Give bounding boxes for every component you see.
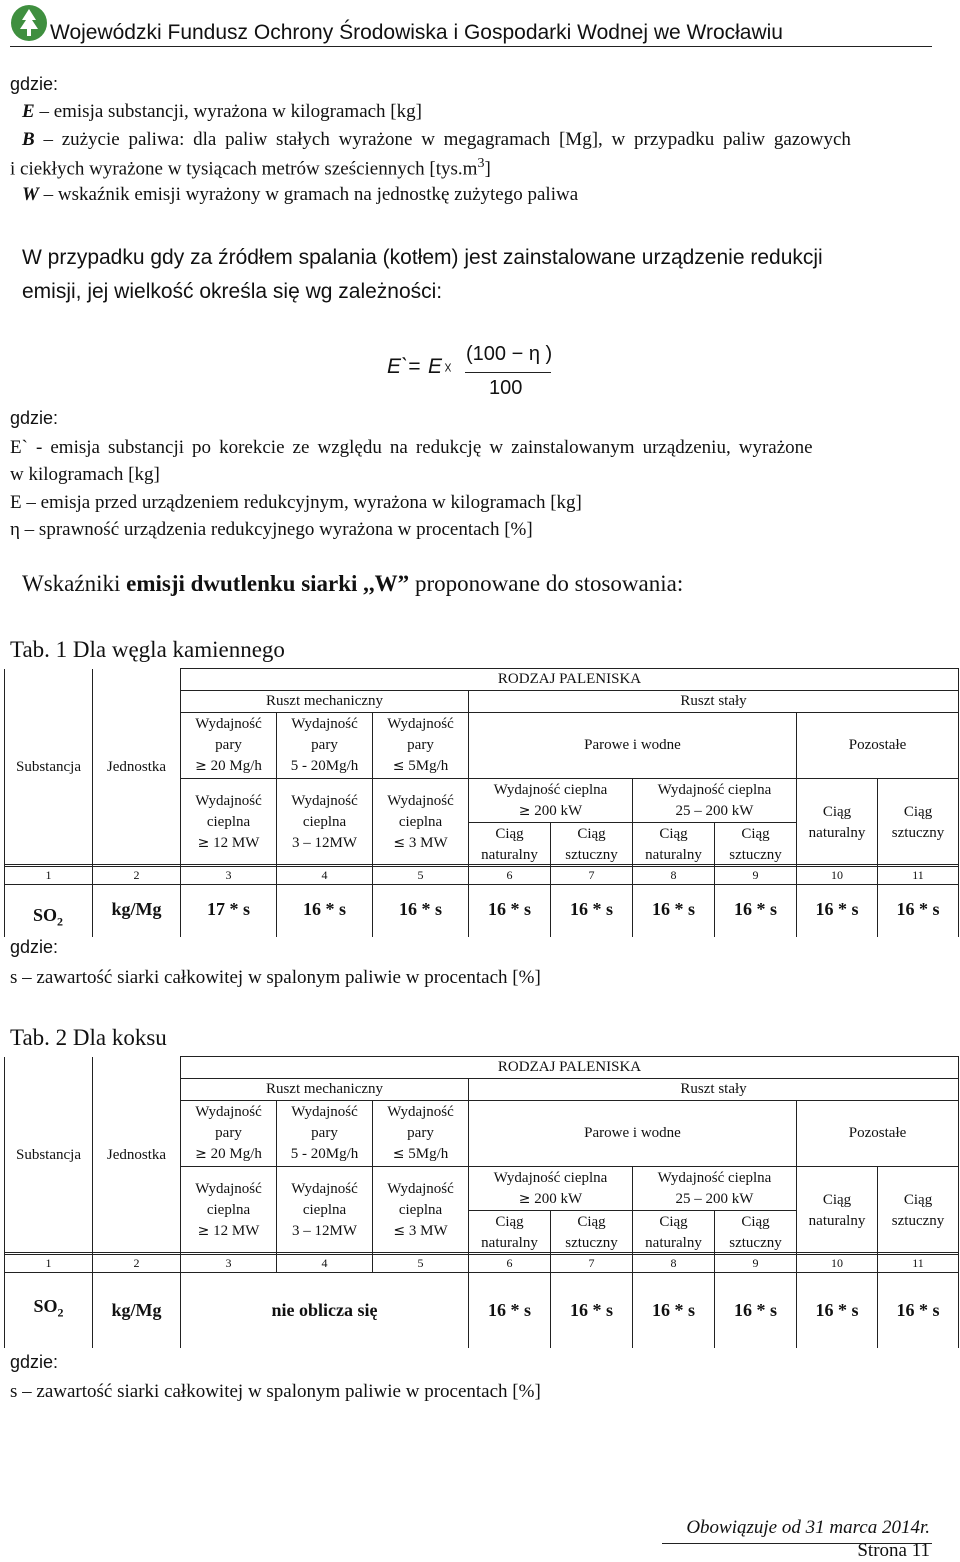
- def-b: B – zużycie paliwa: dla paliw stałych wyrażone w megagramach [Mg], w przypadku paliw gazowych: [22, 129, 851, 150]
- col-num: 10: [797, 1253, 878, 1273]
- tab2-table: [4, 1056, 959, 1255]
- tab1-value: 16 * s: [469, 885, 551, 937]
- tab1-caption: Tab. 1 Dla węgla kamiennego: [10, 637, 285, 662]
- tab1-value: 16 * s: [551, 885, 633, 937]
- col-num: 5: [373, 1253, 469, 1273]
- col-num: 6: [469, 1253, 551, 1273]
- def-e: E – emisja substancji, wyrażona w kilogramach [kg]: [22, 101, 422, 122]
- ruszt-mechaniczny: Ruszt mechaniczny: [181, 691, 469, 713]
- ciag-naturalny-poz: Ciąg naturalny: [797, 1167, 878, 1255]
- wyd-cieplna-25-200: Wydajność cieplna 25 – 200 kW: [633, 1167, 797, 1211]
- ciag-naturalny-1: Ciąg naturalny: [469, 823, 551, 867]
- wyd-cieplna-3: Wydajność cieplna ≤ 3 MW: [373, 779, 469, 867]
- tab2-substance: $SO_2$: [5, 1273, 93, 1348]
- tab2-value: 16 * s: [633, 1273, 715, 1348]
- col-num: 8: [633, 1253, 715, 1273]
- tab1-body: [4, 864, 959, 937]
- parowe-i-wodne: Parowe i wodne: [469, 713, 797, 779]
- ciag-sztuczny-poz: Ciąg sztuczny: [878, 779, 959, 867]
- rodzaj-paleniska: RODZAJ PALENISKA: [181, 669, 959, 691]
- wyd-pary-5: Wydajność pary ≤ 5Mg/h: [373, 1101, 469, 1167]
- col-num: 8: [633, 865, 715, 885]
- tab2-gdzie: gdzie:: [10, 1352, 59, 1372]
- ciag-naturalny-2: Ciąg naturalny: [633, 823, 715, 867]
- tab2-body: [4, 1252, 959, 1348]
- footer-page-number: Strona 11: [857, 1540, 930, 1561]
- col-num: 1: [5, 865, 93, 885]
- col-jednostka: Jednostka: [93, 1057, 181, 1255]
- def2-line-2: w kilogramach [kg]: [10, 464, 160, 485]
- wfosigw-tree-logo: [10, 4, 48, 44]
- def-w: W – wskaźnik emisji wyrażony w gramach na jednostkę zużytego paliwa: [22, 184, 579, 205]
- wyd-cieplna-12: Wydajność cieplna ≥ 12 MW: [181, 1167, 277, 1255]
- tab1-value: 16 * s: [715, 885, 797, 937]
- tab1-value: 16 * s: [633, 885, 715, 937]
- wyd-pary-20: Wydajność pary ≥ 20 Mg/h: [181, 1101, 277, 1167]
- tab2-value: 16 * s: [551, 1273, 633, 1348]
- ruszt-staly: Ruszt stały: [469, 1079, 959, 1101]
- tab1-value: 17 * s: [181, 885, 277, 937]
- tab2-value: 16 * s: [797, 1273, 878, 1348]
- ciag-sztuczny-1: Ciąg sztuczny: [551, 1211, 633, 1255]
- tab1-unit: kg/Mg: [93, 885, 181, 937]
- ciag-naturalny-2: Ciąg naturalny: [633, 1211, 715, 1255]
- tab1-substance: $SO_2$: [5, 885, 93, 937]
- tab1-value: 16 * s: [797, 885, 878, 937]
- wyd-pary-5-20: Wydajność pary 5 - 20Mg/h: [277, 713, 373, 779]
- col-num: 1: [5, 1253, 93, 1273]
- col-substancja: Substancja: [5, 1057, 93, 1255]
- col-num: 3: [181, 1253, 277, 1273]
- tab1-value: 16 * s: [373, 885, 469, 937]
- col-num: 11: [878, 1253, 959, 1273]
- def-b-cont: i ciekłych wyrażone w tysiącach metrów sześciennych $[tys.m^3]$: [10, 156, 491, 180]
- col-num: 10: [797, 865, 878, 885]
- wyd-pary-5: Wydajność pary ≤ 5Mg/h: [373, 713, 469, 779]
- gdzie-label-1: gdzie:: [10, 74, 59, 94]
- col-num: 9: [715, 865, 797, 885]
- section-heading: Wskaźniki emisji dwutlenku siarki ,,W” proponowane do stosowania:: [22, 571, 684, 596]
- col-substancja: Substancja: [5, 669, 93, 867]
- para-line-1: W przypadku gdy za źródłem spalania (kotłem) jest zainstalowane urządzenie redukcji: [22, 246, 823, 269]
- para-line-2: emisji, jej wielkość określa się wg zależności:: [22, 280, 443, 303]
- wyd-cieplna-25-200: Wydajność cieplna 25 – 200 kW: [633, 779, 797, 823]
- def2-line-1: E` - emisja substancji po korekcie ze względu na redukcję w zainstalowanym urządzeniu, wyrażone: [10, 437, 813, 458]
- tab2-value: 16 * s: [469, 1273, 551, 1348]
- col-jednostka: Jednostka: [93, 669, 181, 867]
- col-num: 3: [181, 865, 277, 885]
- pozostale: Pozostałe: [797, 713, 959, 779]
- formula-denominator: 100: [489, 377, 523, 399]
- tab2-value: 16 * s: [715, 1273, 797, 1348]
- tab1-note: s – zawartość siarki całkowitej w spalonym paliwie w procentach [%]: [10, 967, 541, 988]
- footer-valid-from: Obowiązuje od 31 marca 2014r.: [686, 1517, 930, 1538]
- col-num: 4: [277, 865, 373, 885]
- col-num: 6: [469, 865, 551, 885]
- col-num: 2: [93, 1253, 181, 1273]
- ciag-sztuczny-2: Ciąg sztuczny: [715, 823, 797, 867]
- wyd-cieplna-200: Wydajność cieplna ≥ 200 kW: [469, 779, 633, 823]
- formula-e: E: [428, 355, 443, 378]
- tab2-nie-oblicza: nie oblicza się: [181, 1273, 469, 1348]
- header-rule: [10, 46, 932, 47]
- col-num: 2: [93, 865, 181, 885]
- tab2-value: 16 * s: [878, 1273, 959, 1348]
- header-org-name: Wojewódzki Fundusz Ochrony Środowiska i Gospodarki Wodnej we Wrocławiu: [50, 21, 783, 44]
- ruszt-mechaniczny: Ruszt mechaniczny: [181, 1079, 469, 1101]
- tab2-unit: kg/Mg: [93, 1273, 181, 1348]
- ciag-naturalny-poz: Ciąg naturalny: [797, 779, 878, 867]
- ciag-naturalny-1: Ciąg naturalny: [469, 1211, 551, 1255]
- formula-lhs: E`=: [387, 355, 421, 378]
- wyd-pary-5-20: Wydajność pary 5 - 20Mg/h: [277, 1101, 373, 1167]
- formula-times: ☓: [444, 359, 452, 377]
- tab1-gdzie: gdzie:: [10, 937, 59, 957]
- wyd-cieplna-3-12: Wydajność cieplna 3 – 12MW: [277, 1167, 373, 1255]
- col-num: 4: [277, 1253, 373, 1273]
- tab2-note: s – zawartość siarki całkowitej w spalonym paliwie w procentach [%]: [10, 1381, 541, 1402]
- col-num: 5: [373, 865, 469, 885]
- col-num: 7: [551, 865, 633, 885]
- ruszt-staly: Ruszt stały: [469, 691, 959, 713]
- formula-numerator: (100 − η ): [466, 343, 553, 365]
- col-num: 7: [551, 1253, 633, 1273]
- ciag-sztuczny-2: Ciąg sztuczny: [715, 1211, 797, 1255]
- ciag-sztuczny-poz: Ciąg sztuczny: [878, 1167, 959, 1255]
- tab1-table: [4, 668, 959, 867]
- ciag-sztuczny-1: Ciąg sztuczny: [551, 823, 633, 867]
- formula-fraction-bar: [465, 372, 551, 373]
- parowe-i-wodne: Parowe i wodne: [469, 1101, 797, 1167]
- tab1-value: 16 * s: [277, 885, 373, 937]
- wyd-pary-20: Wydajność pary ≥ 20 Mg/h: [181, 713, 277, 779]
- def2-line-4: η – sprawność urządzenia redukcyjnego wyrażona w procentach [%]: [10, 519, 533, 540]
- rodzaj-paleniska: RODZAJ PALENISKA: [181, 1057, 959, 1079]
- wyd-cieplna-12: Wydajność cieplna ≥ 12 MW: [181, 779, 277, 867]
- def2-line-3: E – emisja przed urządzeniem redukcyjnym, wyrażona w kilogramach [kg]: [10, 492, 582, 513]
- wyd-cieplna-3-12: Wydajność cieplna 3 – 12MW: [277, 779, 373, 867]
- wyd-cieplna-200: Wydajność cieplna ≥ 200 kW: [469, 1167, 633, 1211]
- wyd-cieplna-3: Wydajność cieplna ≤ 3 MW: [373, 1167, 469, 1255]
- tab1-value: 16 * s: [878, 885, 959, 937]
- tab2-caption: Tab. 2 Dla koksu: [10, 1025, 167, 1050]
- col-num: 11: [878, 865, 959, 885]
- pozostale: Pozostałe: [797, 1101, 959, 1167]
- col-num: 9: [715, 1253, 797, 1273]
- gdzie-label-2: gdzie:: [10, 408, 59, 428]
